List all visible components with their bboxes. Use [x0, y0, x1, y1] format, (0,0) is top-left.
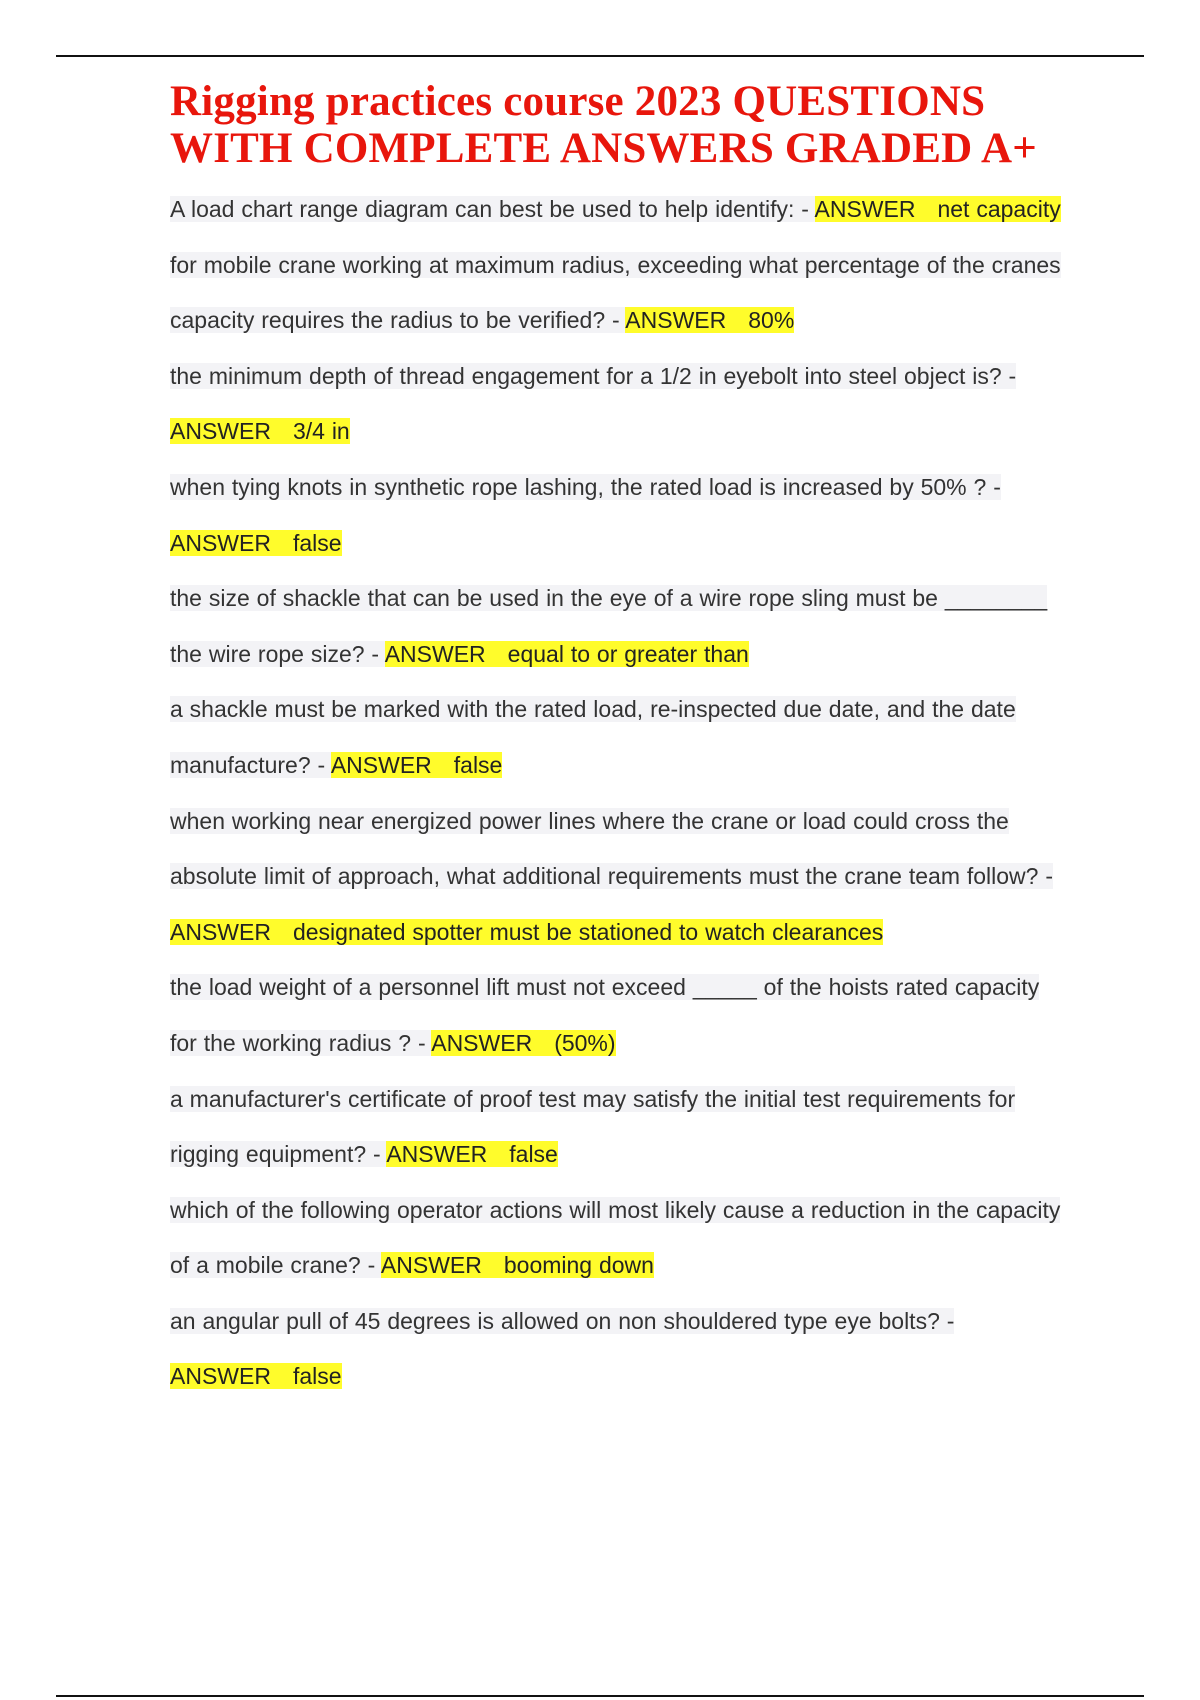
answer-text: false [453, 751, 503, 778]
qa-item [170, 1072, 1070, 1183]
qa-item [170, 182, 1070, 238]
answer-highlight [385, 641, 749, 667]
answer-label: ANSWER [170, 418, 271, 445]
answer-highlight [381, 1252, 654, 1278]
header-rule [56, 55, 1144, 57]
answer-highlight [331, 752, 503, 778]
answer-label: ANSWER [814, 196, 916, 222]
qa-item [170, 682, 1070, 793]
question-text: when working near energized power lines where the crane or load could cross the absolute limit of approach, what additional requirements must the crane team follow? - [170, 807, 1054, 890]
document-page [170, 78, 1070, 1405]
answer-text: (50%) [554, 1029, 616, 1056]
qa-item [170, 349, 1070, 460]
answer-text: false [292, 529, 342, 556]
answer-label: ANSWER [431, 1029, 533, 1056]
answer-label: ANSWER [170, 918, 271, 945]
answer-label: ANSWER [170, 1363, 271, 1390]
qa-list [170, 182, 1070, 1405]
answer-text: equal to or greater than [507, 640, 749, 667]
answer-text: false [292, 1363, 342, 1390]
question-text: an angular pull of 45 degrees is allowed on non shouldered type eye bolts? - [170, 1307, 955, 1334]
question-text: for mobile crane working at maximum radius, exceeding what percentage of the cranes capacity requires the radius to be verified? - [170, 251, 1061, 334]
qa-item [170, 238, 1070, 349]
qa-item [170, 1294, 1070, 1405]
answer-highlight [170, 530, 342, 556]
qa-item [170, 794, 1070, 961]
answer-highlight [431, 1030, 615, 1056]
qa-item [170, 1183, 1070, 1294]
answer-label: ANSWER [384, 640, 486, 667]
qa-item [170, 460, 1070, 571]
question-text: a manufacturer's certificate of proof test may satisfy the initial test requirements for rigging equipment? - [170, 1085, 1016, 1168]
document-title: Rigging practices course 2023 QUESTIONS WITH COMPLETE ANSWERS GRADED A+ [170, 78, 1037, 172]
answer-text: designated spotter must be stationed to watch clearances [292, 918, 884, 945]
question-text: the load weight of a personnel lift must not exceed _____ of the hoists rated capacity for the working radius ? - [170, 974, 1040, 1056]
answer-label: ANSWER [170, 529, 271, 556]
answer-highlight [170, 418, 350, 444]
answer-label: ANSWER [625, 307, 727, 334]
question-text: the minimum depth of thread engagement for a 1/2 in eyebolt into steel object is? - [170, 362, 1017, 389]
question-text: the size of shackle that can be used in the eye of a wire rope sling must be ________ the wire rope size? - [170, 585, 1048, 667]
answer-label: ANSWER [330, 751, 432, 778]
question-text: a shackle must be marked with the rated load, re-inspected due date, and the date manufacture? - [170, 696, 1016, 778]
answer-text: false [509, 1141, 558, 1168]
question-text: when tying knots in synthetic rope lashing, the rated load is increased by 50% ? - [170, 473, 1001, 500]
answer-highlight [386, 1141, 558, 1167]
question-text: A load chart range diagram can best be used to help identify: - [170, 196, 815, 222]
answer-highlight [815, 196, 1061, 222]
answer-text: booming down [503, 1252, 654, 1279]
answer-highlight [625, 307, 794, 333]
answer-text: 3/4 in [292, 418, 350, 445]
answer-highlight [170, 1363, 342, 1389]
answer-label: ANSWER [380, 1252, 482, 1279]
question-text: which of the following operator actions will most likely cause a reduction in the capacity of a mobile crane? - [170, 1196, 1061, 1279]
answer-highlight [170, 919, 883, 945]
footer-rule [56, 1695, 1144, 1697]
answer-text: 80% [748, 307, 795, 334]
qa-item [170, 571, 1070, 682]
answer-label: ANSWER [386, 1141, 488, 1168]
qa-item [170, 960, 1070, 1071]
answer-text: net capacity [937, 196, 1061, 222]
